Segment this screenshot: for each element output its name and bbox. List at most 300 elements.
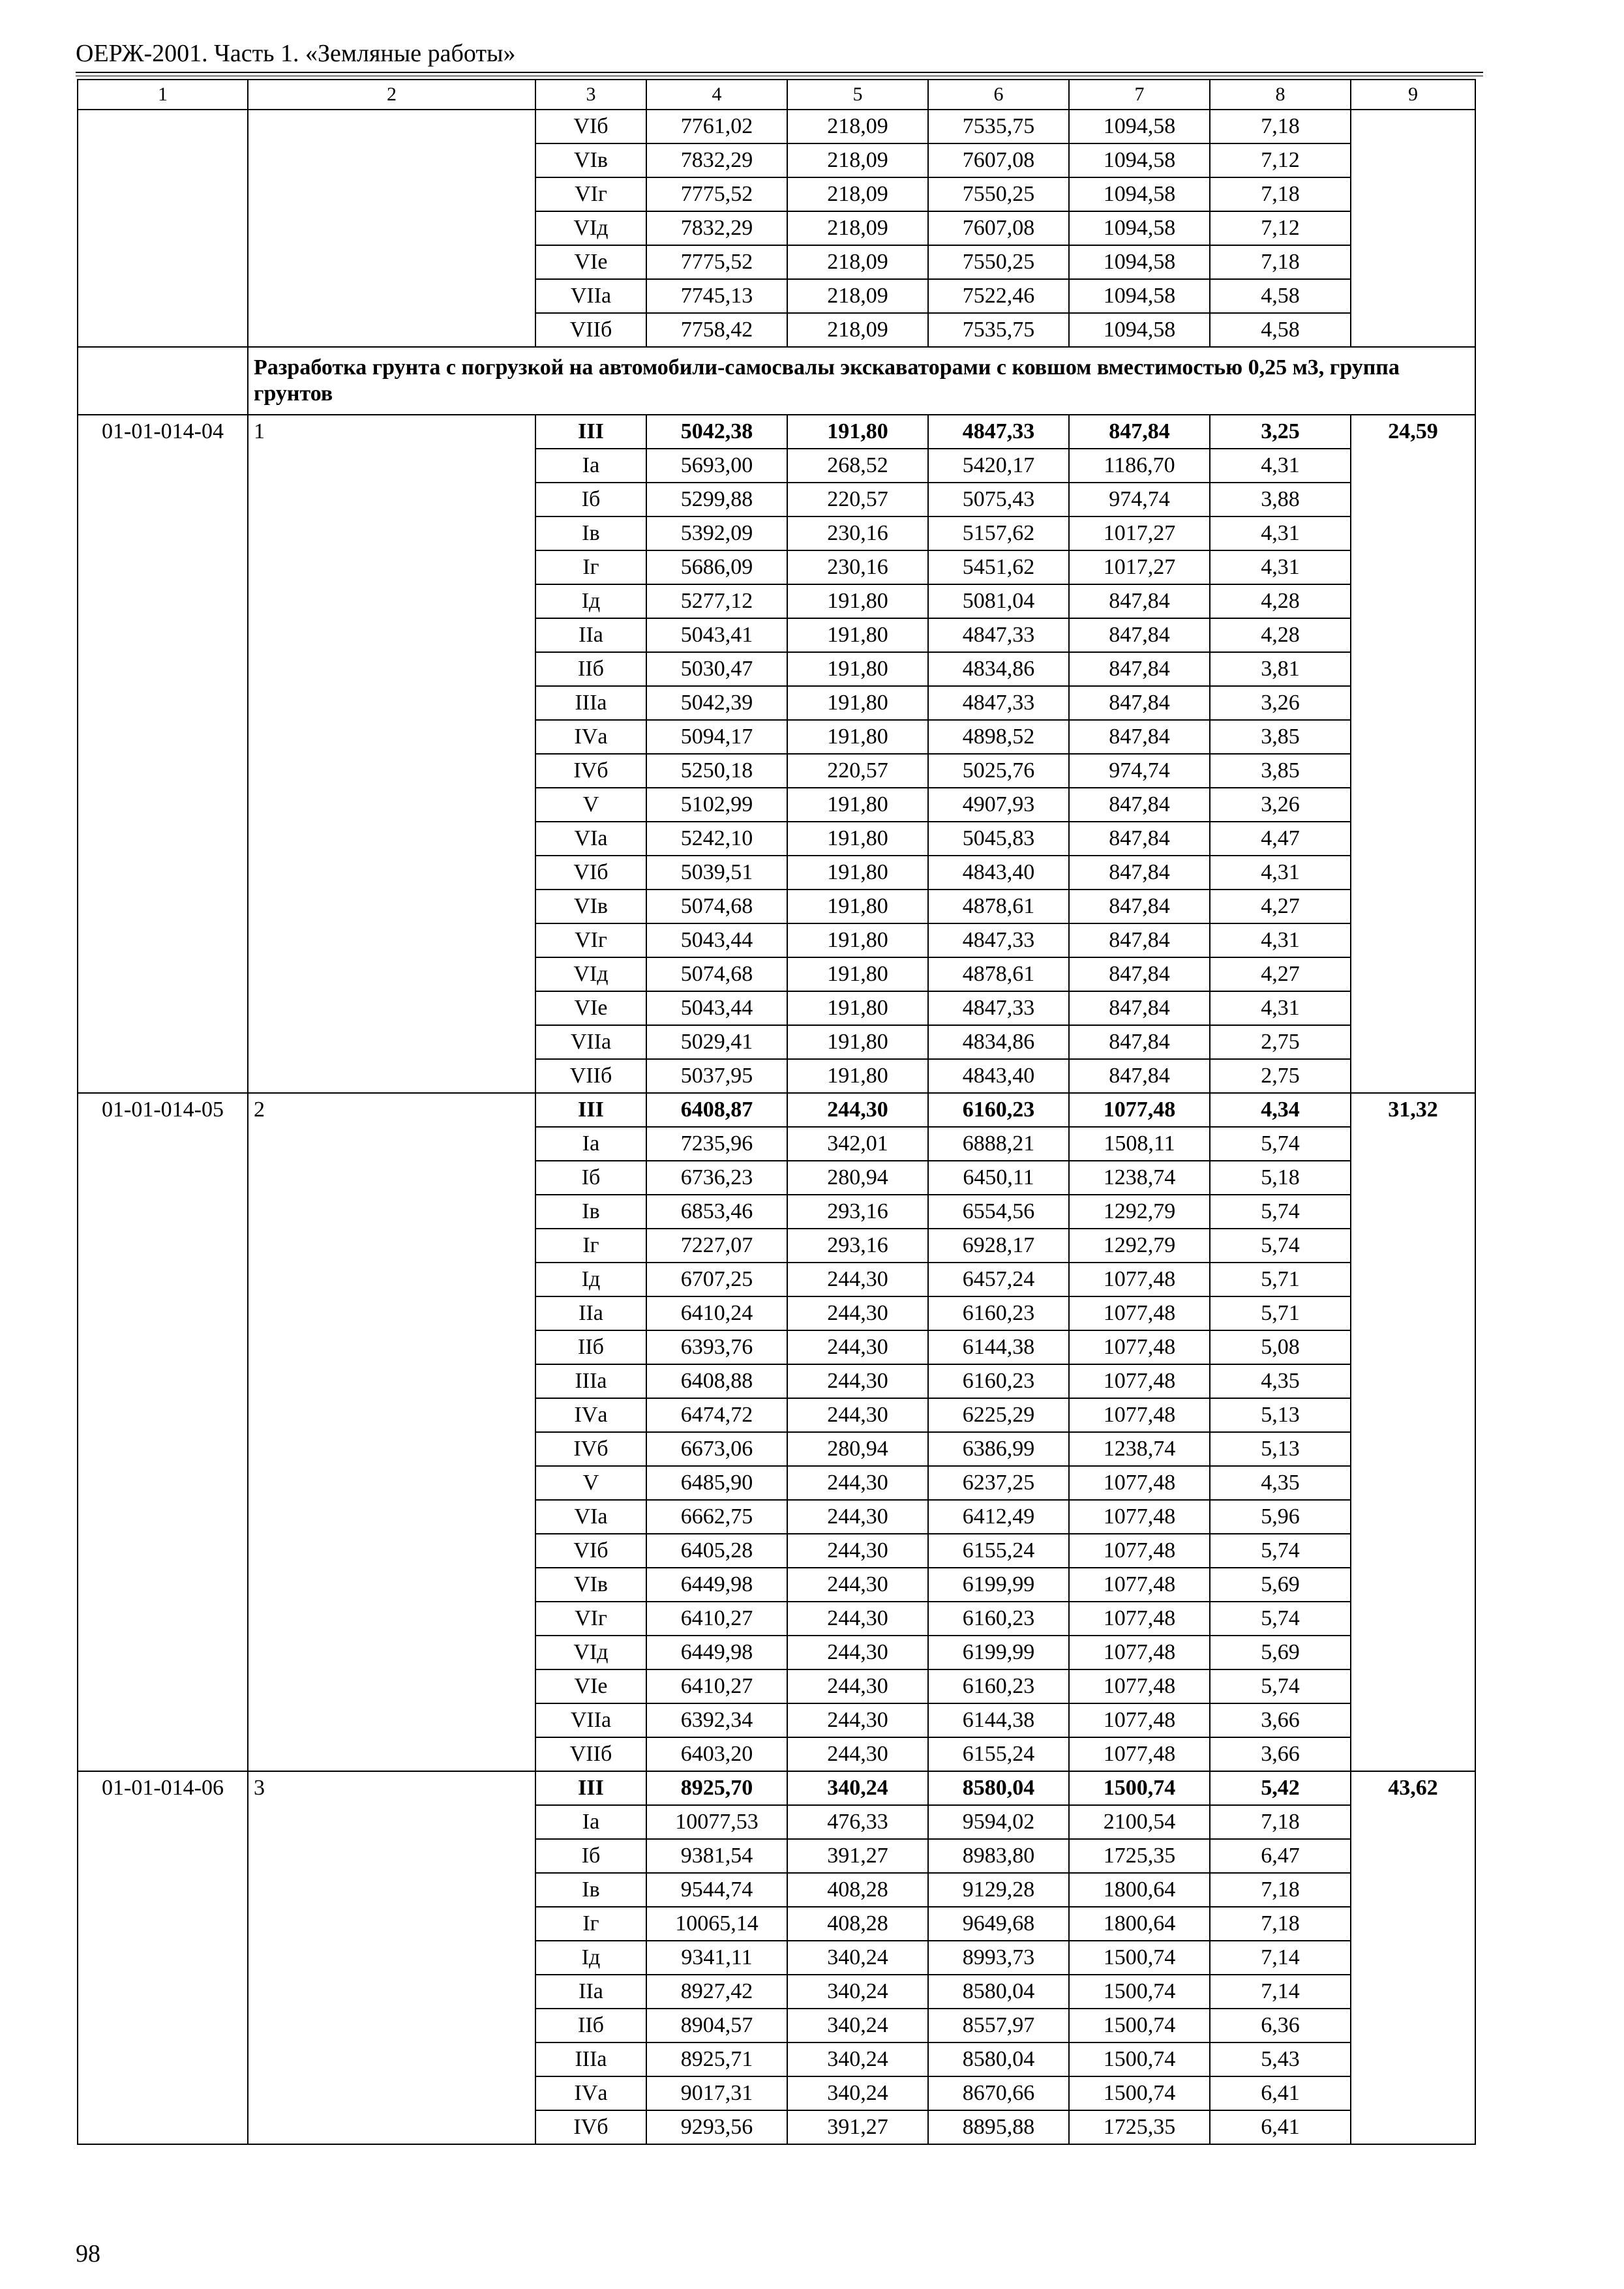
value-cell: 7832,29 — [646, 143, 787, 177]
value-cell: 476,33 — [787, 1805, 928, 1839]
group-cell: 2 — [248, 1093, 535, 1771]
value-cell: 6474,72 — [646, 1398, 787, 1432]
value-cell: 7,14 — [1210, 1941, 1351, 1975]
value-cell: 1094,58 — [1069, 143, 1210, 177]
value-cell: 5039,51 — [646, 856, 787, 890]
value-cell: 4843,40 — [928, 856, 1069, 890]
value-cell: 5157,62 — [928, 516, 1069, 550]
value-cell: IVб — [535, 754, 646, 788]
value-cell: 1077,48 — [1069, 1263, 1210, 1296]
value-cell: V — [535, 788, 646, 822]
value-cell: 5250,18 — [646, 754, 787, 788]
value-cell: 6485,90 — [646, 1466, 787, 1500]
value-cell: 9649,68 — [928, 1907, 1069, 1941]
value-cell: V — [535, 1466, 646, 1500]
value-cell: Iв — [535, 1873, 646, 1907]
value-cell: 847,84 — [1069, 923, 1210, 957]
value-cell: 342,01 — [787, 1127, 928, 1161]
value-cell: 5,13 — [1210, 1398, 1351, 1432]
value-cell: 5,74 — [1210, 1534, 1351, 1568]
value-cell: 6,36 — [1210, 2009, 1351, 2042]
value-cell: 4898,52 — [928, 720, 1069, 754]
value-cell: VIIа — [535, 1703, 646, 1737]
value-cell: 408,28 — [787, 1907, 928, 1941]
value-cell: Iг — [535, 1229, 646, 1263]
value-cell: IIб — [535, 652, 646, 686]
value-cell: IIIа — [535, 686, 646, 720]
value-cell: 2,75 — [1210, 1059, 1351, 1093]
value-cell: 1500,74 — [1069, 1975, 1210, 2009]
value-cell: 244,30 — [787, 1669, 928, 1703]
value-cell: 5,74 — [1210, 1127, 1351, 1161]
value-cell: 8925,70 — [646, 1771, 787, 1805]
value-cell: 1077,48 — [1069, 1737, 1210, 1771]
value-cell: IIб — [535, 1330, 646, 1364]
value-cell: 5451,62 — [928, 550, 1069, 584]
value-cell: 9017,31 — [646, 2076, 787, 2110]
value-cell: 847,84 — [1069, 1025, 1210, 1059]
value-cell: 5075,43 — [928, 483, 1069, 516]
value-cell: 391,27 — [787, 1839, 928, 1873]
value-cell: 244,30 — [787, 1330, 928, 1364]
value-cell: 9544,74 — [646, 1873, 787, 1907]
value-cell: 244,30 — [787, 1398, 928, 1432]
value-cell: 3,81 — [1210, 652, 1351, 686]
value-cell: 3,85 — [1210, 754, 1351, 788]
value-cell: 1017,27 — [1069, 516, 1210, 550]
value-cell: 6408,87 — [646, 1093, 787, 1127]
value-cell: III — [535, 415, 646, 449]
value-cell: III — [535, 1771, 646, 1805]
value-cell: 408,28 — [787, 1873, 928, 1907]
value-cell: 191,80 — [787, 788, 928, 822]
value-cell: 1077,48 — [1069, 1398, 1210, 1432]
value-cell: 191,80 — [787, 415, 928, 449]
value-cell: 847,84 — [1069, 584, 1210, 618]
value-cell: 847,84 — [1069, 822, 1210, 856]
value-cell: 7,18 — [1210, 1805, 1351, 1839]
value-cell: 6144,38 — [928, 1330, 1069, 1364]
value-cell: 1077,48 — [1069, 1703, 1210, 1737]
value-cell: 7832,29 — [646, 211, 787, 245]
value-cell: 6199,99 — [928, 1568, 1069, 1602]
value-cell: 1500,74 — [1069, 1771, 1210, 1805]
value-cell: 1077,48 — [1069, 1602, 1210, 1636]
value-cell: VIIа — [535, 279, 646, 313]
value-cell: 7227,07 — [646, 1229, 787, 1263]
value-cell: 5094,17 — [646, 720, 787, 754]
value-cell: 5042,39 — [646, 686, 787, 720]
value-cell: 7,18 — [1210, 1873, 1351, 1907]
value-cell: 5242,10 — [646, 822, 787, 856]
value-cell: 6412,49 — [928, 1500, 1069, 1534]
value-cell: 7,18 — [1210, 245, 1351, 279]
value-cell: 847,84 — [1069, 890, 1210, 923]
column-number: 1 — [78, 80, 248, 110]
value-cell: 7550,25 — [928, 177, 1069, 211]
value-cell: 847,84 — [1069, 652, 1210, 686]
value-cell: IVа — [535, 720, 646, 754]
value-cell: 1094,58 — [1069, 279, 1210, 313]
value-cell: 847,84 — [1069, 788, 1210, 822]
column-number: 5 — [787, 80, 928, 110]
value-cell: 5,74 — [1210, 1195, 1351, 1229]
value-cell: 5043,44 — [646, 923, 787, 957]
code-cell: 01-01-014-04 — [78, 415, 248, 1093]
value-cell: IIIа — [535, 2042, 646, 2076]
column-number: 6 — [928, 80, 1069, 110]
value-cell: 4834,86 — [928, 652, 1069, 686]
value-cell: 8993,73 — [928, 1941, 1069, 1975]
value-cell: 4,31 — [1210, 991, 1351, 1025]
value-cell: 191,80 — [787, 652, 928, 686]
value-cell: 5037,95 — [646, 1059, 787, 1093]
value-cell: 7522,46 — [928, 279, 1069, 313]
value-cell: 340,24 — [787, 1941, 928, 1975]
value-cell: 3,25 — [1210, 415, 1351, 449]
value-cell: 5074,68 — [646, 890, 787, 923]
value-cell: 6160,23 — [928, 1602, 1069, 1636]
value-cell: 280,94 — [787, 1161, 928, 1195]
value-cell: 5693,00 — [646, 449, 787, 483]
column-number: 2 — [248, 80, 535, 110]
column-number: 3 — [535, 80, 646, 110]
value-cell: Iв — [535, 1195, 646, 1229]
value-cell: 1017,27 — [1069, 550, 1210, 584]
value-cell: 4834,86 — [928, 1025, 1069, 1059]
code-cell: 01-01-014-05 — [78, 1093, 248, 1771]
value-cell: 4,35 — [1210, 1466, 1351, 1500]
value-cell: 191,80 — [787, 890, 928, 923]
value-cell: VIг — [535, 1602, 646, 1636]
value-cell: 7550,25 — [928, 245, 1069, 279]
value-cell: 6155,24 — [928, 1534, 1069, 1568]
value-cell: 1500,74 — [1069, 2076, 1210, 2110]
value-cell: 4878,61 — [928, 890, 1069, 923]
value-cell: Iв — [535, 516, 646, 550]
value-cell: 4,27 — [1210, 957, 1351, 991]
value-cell: 218,09 — [787, 279, 928, 313]
value-cell: Iа — [535, 1805, 646, 1839]
value-cell: 5420,17 — [928, 449, 1069, 483]
value-cell: 3,85 — [1210, 720, 1351, 754]
value-cell: 1094,58 — [1069, 110, 1210, 143]
value-cell: VIа — [535, 1500, 646, 1534]
value-cell: 7,12 — [1210, 211, 1351, 245]
value-cell: 6160,23 — [928, 1364, 1069, 1398]
value-cell: 847,84 — [1069, 856, 1210, 890]
value-cell: 5043,41 — [646, 618, 787, 652]
value-cell: 1077,48 — [1069, 1364, 1210, 1398]
value-cell: 7775,52 — [646, 177, 787, 211]
value-cell: 2100,54 — [1069, 1805, 1210, 1839]
value-cell: 1077,48 — [1069, 1296, 1210, 1330]
value-cell: 218,09 — [787, 245, 928, 279]
table-row — [78, 110, 1475, 143]
value-cell: 218,09 — [787, 313, 928, 347]
group-cell: 1 — [248, 415, 535, 1093]
value-cell: 9381,54 — [646, 1839, 787, 1873]
value-cell: 391,27 — [787, 2110, 928, 2144]
value-cell: 230,16 — [787, 516, 928, 550]
value-cell: 3,66 — [1210, 1703, 1351, 1737]
value-cell: 1186,70 — [1069, 449, 1210, 483]
value-cell: 8580,04 — [928, 1771, 1069, 1805]
value-cell: 218,09 — [787, 110, 928, 143]
value-cell: 6405,28 — [646, 1534, 787, 1568]
value-cell: 191,80 — [787, 686, 928, 720]
value-cell: 5081,04 — [928, 584, 1069, 618]
value-cell: Iд — [535, 1263, 646, 1296]
value-cell: 1077,48 — [1069, 1568, 1210, 1602]
value-cell: 7,18 — [1210, 110, 1351, 143]
value-cell: 5030,47 — [646, 652, 787, 686]
value-cell: 6,41 — [1210, 2076, 1351, 2110]
value-cell: 6160,23 — [928, 1296, 1069, 1330]
value-cell: 340,24 — [787, 1975, 928, 2009]
total-cell — [1351, 110, 1475, 347]
value-cell: 4907,93 — [928, 788, 1069, 822]
value-cell: 6662,75 — [646, 1500, 787, 1534]
value-cell: 1500,74 — [1069, 1941, 1210, 1975]
value-cell: 268,52 — [787, 449, 928, 483]
value-cell: 847,84 — [1069, 1059, 1210, 1093]
value-cell: 5,96 — [1210, 1500, 1351, 1534]
value-cell: VIд — [535, 1636, 646, 1669]
value-cell: 10065,14 — [646, 1907, 787, 1941]
value-cell: VIд — [535, 211, 646, 245]
value-cell: 5074,68 — [646, 957, 787, 991]
value-cell: 244,30 — [787, 1466, 928, 1500]
section-title: Разработка грунта с погрузкой на автомобили-самосвалы экскаваторами с ковшом вместимостью 0,25 м3, группа грунтов — [248, 347, 1475, 415]
value-cell: 244,30 — [787, 1703, 928, 1737]
value-cell: 340,24 — [787, 2076, 928, 2110]
value-cell: VIе — [535, 245, 646, 279]
value-cell: 7775,52 — [646, 245, 787, 279]
total-cell: 31,32 — [1351, 1093, 1475, 1771]
value-cell: 1094,58 — [1069, 313, 1210, 347]
rates-table — [77, 79, 1476, 2145]
value-cell: 244,30 — [787, 1534, 928, 1568]
value-cell: 4847,33 — [928, 991, 1069, 1025]
value-cell: 4,31 — [1210, 516, 1351, 550]
value-cell: 4,31 — [1210, 856, 1351, 890]
value-cell: 280,94 — [787, 1432, 928, 1466]
value-cell: 3,66 — [1210, 1737, 1351, 1771]
value-cell: 5,74 — [1210, 1669, 1351, 1703]
value-cell: VIIа — [535, 1025, 646, 1059]
value-cell: 4,28 — [1210, 618, 1351, 652]
group-cell: 3 — [248, 1771, 535, 2144]
value-cell: VIа — [535, 822, 646, 856]
value-cell: 6,41 — [1210, 2110, 1351, 2144]
value-cell: 6393,76 — [646, 1330, 787, 1364]
value-cell: Iб — [535, 1839, 646, 1873]
value-cell: IVа — [535, 1398, 646, 1432]
value-cell: 191,80 — [787, 584, 928, 618]
value-cell: 220,57 — [787, 754, 928, 788]
value-cell: 6707,25 — [646, 1263, 787, 1296]
value-cell: 9341,11 — [646, 1941, 787, 1975]
value-cell: 293,16 — [787, 1195, 928, 1229]
value-cell: 1800,64 — [1069, 1907, 1210, 1941]
value-cell: 6403,20 — [646, 1737, 787, 1771]
value-cell: Iг — [535, 1907, 646, 1941]
value-cell: 6160,23 — [928, 1669, 1069, 1703]
value-cell: 5029,41 — [646, 1025, 787, 1059]
value-cell: 5,74 — [1210, 1229, 1351, 1263]
value-cell: 1077,48 — [1069, 1669, 1210, 1703]
value-cell: 340,24 — [787, 2009, 928, 2042]
value-cell: 5,18 — [1210, 1161, 1351, 1195]
value-cell: 6160,23 — [928, 1093, 1069, 1127]
value-cell: 218,09 — [787, 177, 928, 211]
value-cell: 7,14 — [1210, 1975, 1351, 2009]
value-cell: 6457,24 — [928, 1263, 1069, 1296]
value-cell: III — [535, 1093, 646, 1127]
value-cell: 6392,34 — [646, 1703, 787, 1737]
value-cell: 1500,74 — [1069, 2042, 1210, 2076]
value-cell: 7758,42 — [646, 313, 787, 347]
value-cell: 6410,27 — [646, 1602, 787, 1636]
value-cell: 7,12 — [1210, 143, 1351, 177]
value-cell: 5102,99 — [646, 788, 787, 822]
value-cell: Iд — [535, 1941, 646, 1975]
value-cell: 4,31 — [1210, 923, 1351, 957]
value-cell: 8670,66 — [928, 2076, 1069, 2110]
value-cell: 847,84 — [1069, 686, 1210, 720]
value-cell: 1238,74 — [1069, 1432, 1210, 1466]
value-cell: 244,30 — [787, 1263, 928, 1296]
value-cell: 7745,13 — [646, 279, 787, 313]
value-cell: 1077,48 — [1069, 1636, 1210, 1669]
value-cell: 6225,29 — [928, 1398, 1069, 1432]
value-cell: 6853,46 — [646, 1195, 787, 1229]
value-cell: 4,27 — [1210, 890, 1351, 923]
value-cell: 5043,44 — [646, 991, 787, 1025]
value-cell: VIIб — [535, 1059, 646, 1093]
value-cell: 6199,99 — [928, 1636, 1069, 1669]
value-cell: 5,69 — [1210, 1636, 1351, 1669]
header-rule — [76, 72, 1483, 76]
section-spacer — [78, 347, 248, 415]
value-cell: 7535,75 — [928, 313, 1069, 347]
value-cell: 7607,08 — [928, 143, 1069, 177]
value-cell: 7535,75 — [928, 110, 1069, 143]
value-cell: 4847,33 — [928, 686, 1069, 720]
value-cell: 9293,56 — [646, 2110, 787, 2144]
value-cell: 2,75 — [1210, 1025, 1351, 1059]
value-cell: 1292,79 — [1069, 1195, 1210, 1229]
value-cell: 6408,88 — [646, 1364, 787, 1398]
value-cell: 1094,58 — [1069, 211, 1210, 245]
value-cell: VIIб — [535, 1737, 646, 1771]
value-cell: 1077,48 — [1069, 1330, 1210, 1364]
value-cell: 7235,96 — [646, 1127, 787, 1161]
value-cell: 191,80 — [787, 822, 928, 856]
value-cell: 230,16 — [787, 550, 928, 584]
value-cell: 6673,06 — [646, 1432, 787, 1466]
value-cell: 8927,42 — [646, 1975, 787, 2009]
value-cell: 6,47 — [1210, 1839, 1351, 1873]
value-cell: VIб — [535, 110, 646, 143]
value-cell: IVа — [535, 2076, 646, 2110]
value-cell: IIа — [535, 1296, 646, 1330]
section-title-row — [78, 347, 1475, 415]
value-cell: 244,30 — [787, 1737, 928, 1771]
value-cell: 7,18 — [1210, 1907, 1351, 1941]
value-cell: 8895,88 — [928, 2110, 1069, 2144]
value-cell: 5045,83 — [928, 822, 1069, 856]
value-cell: 244,30 — [787, 1636, 928, 1669]
value-cell: 5042,38 — [646, 415, 787, 449]
rates-table-body — [78, 80, 1475, 2144]
value-cell: 1508,11 — [1069, 1127, 1210, 1161]
value-cell: 220,57 — [787, 483, 928, 516]
value-cell: 244,30 — [787, 1364, 928, 1398]
value-cell: Iб — [535, 483, 646, 516]
value-cell: VIв — [535, 890, 646, 923]
value-cell: 1094,58 — [1069, 245, 1210, 279]
value-cell: VIв — [535, 1568, 646, 1602]
value-cell: 8904,57 — [646, 2009, 787, 2042]
value-cell: VIг — [535, 923, 646, 957]
value-cell: 191,80 — [787, 1025, 928, 1059]
value-cell: 7607,08 — [928, 211, 1069, 245]
value-cell: 6386,99 — [928, 1432, 1069, 1466]
value-cell: 3,88 — [1210, 483, 1351, 516]
value-cell: 191,80 — [787, 957, 928, 991]
value-cell: IIа — [535, 1975, 646, 2009]
value-cell: 191,80 — [787, 856, 928, 890]
value-cell: 191,80 — [787, 720, 928, 754]
value-cell: 4847,33 — [928, 618, 1069, 652]
value-cell: 1077,48 — [1069, 1534, 1210, 1568]
value-cell: 5025,76 — [928, 754, 1069, 788]
value-cell: VIв — [535, 143, 646, 177]
value-cell: IIа — [535, 618, 646, 652]
value-cell: VIг — [535, 177, 646, 211]
value-cell: 8580,04 — [928, 1975, 1069, 2009]
code-cell: 01-01-014-06 — [78, 1771, 248, 2144]
value-cell: 218,09 — [787, 211, 928, 245]
value-cell: Iа — [535, 449, 646, 483]
value-cell: 1725,35 — [1069, 1839, 1210, 1873]
value-cell: 6450,11 — [928, 1161, 1069, 1195]
value-cell: VIе — [535, 1669, 646, 1703]
value-cell: 6736,23 — [646, 1161, 787, 1195]
value-cell: 4878,61 — [928, 957, 1069, 991]
value-cell: 5299,88 — [646, 483, 787, 516]
value-cell: 5,71 — [1210, 1263, 1351, 1296]
value-cell: 1725,35 — [1069, 2110, 1210, 2144]
column-number: 9 — [1351, 80, 1475, 110]
value-cell: 1094,58 — [1069, 177, 1210, 211]
value-cell: 5,74 — [1210, 1602, 1351, 1636]
value-cell: 1077,48 — [1069, 1466, 1210, 1500]
value-cell: 191,80 — [787, 1059, 928, 1093]
value-cell: 1500,74 — [1069, 2009, 1210, 2042]
value-cell: 6554,56 — [928, 1195, 1069, 1229]
value-cell: 293,16 — [787, 1229, 928, 1263]
value-cell: 244,30 — [787, 1602, 928, 1636]
value-cell: VIIб — [535, 313, 646, 347]
value-cell: 5277,12 — [646, 584, 787, 618]
code-cell — [78, 110, 248, 347]
value-cell: Iб — [535, 1161, 646, 1195]
value-cell: Iг — [535, 550, 646, 584]
value-cell: 847,84 — [1069, 957, 1210, 991]
